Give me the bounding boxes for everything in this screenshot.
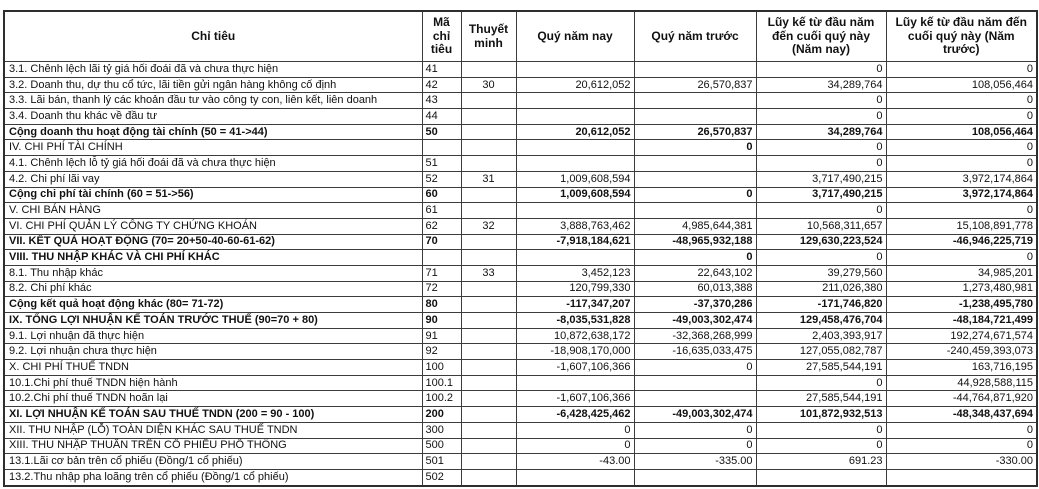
row-quarter-previous-value — [634, 171, 756, 187]
table-row — [4, 109, 1037, 125]
row-ytd-current-value: 0 — [756, 140, 886, 156]
row-ytd-previous-value: 3,972,174,864 — [886, 187, 1037, 203]
row-quarter-current-value — [516, 140, 634, 156]
row-note — [461, 344, 516, 360]
table-row — [4, 171, 1037, 187]
header-row — [4, 11, 1037, 62]
row-code: 60 — [422, 187, 461, 203]
row-label: 13.2.Thu nhập pha loãng trên cổ phiếu (Đồng/1 cổ phiếu) — [4, 469, 422, 485]
row-quarter-current-value: -18,908,170,000 — [516, 344, 634, 360]
table-row — [4, 360, 1037, 376]
row-label: VIII. THU NHẬP KHÁC VÀ CHI PHÍ KHÁC — [4, 250, 422, 266]
row-ytd-previous-value: -48,348,437,694 — [886, 407, 1037, 423]
row-ytd-current-value: 0 — [756, 250, 886, 266]
table-row — [4, 218, 1037, 234]
row-quarter-current-value: 3,452,123 — [516, 265, 634, 281]
row-code: 70 — [422, 234, 461, 250]
row-quarter-previous-value: -49,003,302,474 — [634, 407, 756, 423]
row-ytd-previous-value: 108,056,464 — [886, 77, 1037, 93]
row-note — [461, 109, 516, 125]
row-ytd-current-value: 27,585,544,191 — [756, 360, 886, 376]
table-row — [4, 265, 1037, 281]
row-note — [461, 203, 516, 219]
table-row — [4, 391, 1037, 407]
row-ytd-previous-value — [886, 469, 1037, 485]
row-quarter-current-value: 3,888,763,462 — [516, 218, 634, 234]
row-label: Cộng chi phí tài chính (60 = 51->56) — [4, 187, 422, 203]
row-note — [461, 93, 516, 109]
table-row — [4, 438, 1037, 454]
row-note — [461, 360, 516, 376]
table-row — [4, 203, 1037, 219]
header-code: Mã chỉ tiêu — [422, 11, 461, 62]
table-row — [4, 297, 1037, 313]
row-label: XII. THU NHẬP (LỖ) TOÀN DIỆN KHÁC SAU THUẾ TNDN — [4, 422, 422, 438]
row-code: 300 — [422, 422, 461, 438]
row-label: 8.1. Thu nhập khác — [4, 265, 422, 281]
row-note — [461, 250, 516, 266]
header-quarter-previous: Quý năm trước — [634, 11, 756, 62]
row-label: X. CHI PHÍ THUẾ TNDN — [4, 360, 422, 376]
header-ytd-previous: Lũy kế từ đầu năm đến cuối quý này (Năm trước) — [886, 11, 1037, 62]
row-label: V. CHI BÁN HÀNG — [4, 203, 422, 219]
row-note: 31 — [461, 171, 516, 187]
row-ytd-previous-value: 0 — [886, 140, 1037, 156]
row-ytd-current-value: 129,630,223,524 — [756, 234, 886, 250]
row-code: 62 — [422, 218, 461, 234]
row-code: 501 — [422, 454, 461, 470]
row-quarter-previous-value: -49,003,302,474 — [634, 313, 756, 329]
header-note: Thuyết minh — [461, 11, 516, 62]
row-quarter-previous-value — [634, 375, 756, 391]
row-ytd-previous-value: 15,108,891,778 — [886, 218, 1037, 234]
row-ytd-current-value: 3,717,490,215 — [756, 187, 886, 203]
row-quarter-previous-value: 0 — [634, 438, 756, 454]
row-label: Cộng doanh thu hoạt động tài chính (50 = 41->44) — [4, 124, 422, 140]
table-row — [4, 62, 1037, 78]
row-label: Cộng kết quả hoạt động khác (80= 71-72) — [4, 297, 422, 313]
header-ytd-current: Lũy kế từ đầu năm đến cuối quý này (Năm nay) — [756, 11, 886, 62]
row-ytd-current-value: 0 — [756, 438, 886, 454]
row-ytd-previous-value: -48,184,721,499 — [886, 313, 1037, 329]
table-body — [4, 62, 1037, 486]
row-ytd-current-value: 0 — [756, 203, 886, 219]
row-ytd-previous-value: 44,928,588,115 — [886, 375, 1037, 391]
row-code: 91 — [422, 328, 461, 344]
row-code: 80 — [422, 297, 461, 313]
row-quarter-current-value: 120,799,330 — [516, 281, 634, 297]
table-row — [4, 407, 1037, 423]
row-code: 500 — [422, 438, 461, 454]
row-label: 4.1. Chênh lệch lỗ tỷ giá hối đoái đã và chưa thực hiện — [4, 156, 422, 172]
row-code: 52 — [422, 171, 461, 187]
row-ytd-current-value — [756, 469, 886, 485]
table-row — [4, 140, 1037, 156]
row-quarter-previous-value: 26,570,837 — [634, 77, 756, 93]
table-row — [4, 187, 1037, 203]
row-ytd-current-value: 691.23 — [756, 454, 886, 470]
row-ytd-current-value: 2,403,393,917 — [756, 328, 886, 344]
row-quarter-previous-value: 26,570,837 — [634, 124, 756, 140]
row-ytd-previous-value: 0 — [886, 62, 1037, 78]
row-code: 92 — [422, 344, 461, 360]
row-ytd-previous-value: 0 — [886, 422, 1037, 438]
row-quarter-current-value — [516, 156, 634, 172]
table-row — [4, 344, 1037, 360]
row-ytd-current-value: 0 — [756, 93, 886, 109]
row-ytd-previous-value: -240,459,393,073 — [886, 344, 1037, 360]
row-ytd-previous-value: 0 — [886, 109, 1037, 125]
row-quarter-previous-value — [634, 469, 756, 485]
row-quarter-previous-value: -16,635,033,475 — [634, 344, 756, 360]
row-quarter-previous-value: 60,013,388 — [634, 281, 756, 297]
row-quarter-current-value — [516, 109, 634, 125]
row-label: 10.2.Chi phí thuế TNDN hoãn lại — [4, 391, 422, 407]
row-note — [461, 297, 516, 313]
row-label: 9.2. Lợi nhuận chưa thực hiện — [4, 344, 422, 360]
row-note — [461, 422, 516, 438]
row-label: 3.4. Doanh thu khác về đầu tư — [4, 109, 422, 125]
row-label: 4.2. Chi phí lãi vay — [4, 171, 422, 187]
row-quarter-current-value: -6,428,425,462 — [516, 407, 634, 423]
row-code: 42 — [422, 77, 461, 93]
row-note — [461, 454, 516, 470]
row-note — [461, 407, 516, 423]
row-ytd-previous-value: 0 — [886, 250, 1037, 266]
row-ytd-previous-value: 0 — [886, 203, 1037, 219]
row-quarter-previous-value — [634, 203, 756, 219]
header-quarter-current: Quý năm nay — [516, 11, 634, 62]
row-ytd-current-value: 34,289,764 — [756, 124, 886, 140]
row-ytd-previous-value: 192,274,671,574 — [886, 328, 1037, 344]
row-quarter-current-value: 20,612,052 — [516, 124, 634, 140]
row-note — [461, 124, 516, 140]
row-ytd-current-value: 101,872,932,513 — [756, 407, 886, 423]
row-ytd-current-value: 211,026,380 — [756, 281, 886, 297]
income-statement-table — [3, 10, 1038, 487]
row-quarter-current-value: -8,035,531,828 — [516, 313, 634, 329]
row-note: 33 — [461, 265, 516, 281]
row-quarter-current-value: -1,607,106,366 — [516, 360, 634, 376]
table-row — [4, 234, 1037, 250]
row-ytd-previous-value: 34,985,201 — [886, 265, 1037, 281]
row-ytd-current-value: 127,055,082,787 — [756, 344, 886, 360]
row-code: 90 — [422, 313, 461, 329]
row-quarter-previous-value: 0 — [634, 250, 756, 266]
row-quarter-current-value — [516, 469, 634, 485]
row-ytd-current-value: 39,279,560 — [756, 265, 886, 281]
row-quarter-current-value — [516, 250, 634, 266]
row-quarter-previous-value: -335.00 — [634, 454, 756, 470]
table-row — [4, 77, 1037, 93]
row-note — [461, 469, 516, 485]
row-ytd-current-value: 3,717,490,215 — [756, 171, 886, 187]
row-note — [461, 62, 516, 78]
row-quarter-previous-value — [634, 93, 756, 109]
row-label: 3.2. Doanh thu, dự thu cổ tức, lãi tiền gửi ngân hàng không cố định — [4, 77, 422, 93]
row-ytd-current-value: 27,585,544,191 — [756, 391, 886, 407]
row-ytd-previous-value: 108,056,464 — [886, 124, 1037, 140]
row-quarter-current-value: -117,347,207 — [516, 297, 634, 313]
row-ytd-previous-value: -330.00 — [886, 454, 1037, 470]
row-ytd-current-value: 129,458,476,704 — [756, 313, 886, 329]
row-ytd-current-value: 34,289,764 — [756, 77, 886, 93]
row-quarter-current-value: 1,009,608,594 — [516, 171, 634, 187]
row-note — [461, 281, 516, 297]
row-code: 100 — [422, 360, 461, 376]
row-label: 10.1.Chi phí thuế TNDN hiện hành — [4, 375, 422, 391]
row-label: IV. CHI PHÍ TÀI CHÍNH — [4, 140, 422, 156]
row-note — [461, 375, 516, 391]
row-note — [461, 328, 516, 344]
row-quarter-previous-value: 0 — [634, 360, 756, 376]
row-code: 100.2 — [422, 391, 461, 407]
row-code: 502 — [422, 469, 461, 485]
row-ytd-previous-value: -46,946,225,719 — [886, 234, 1037, 250]
row-quarter-current-value — [516, 203, 634, 219]
table-header — [4, 11, 1037, 62]
row-ytd-previous-value: 3,972,174,864 — [886, 171, 1037, 187]
row-code: 61 — [422, 203, 461, 219]
row-quarter-current-value: 20,612,052 — [516, 77, 634, 93]
row-quarter-previous-value: -37,370,286 — [634, 297, 756, 313]
row-quarter-current-value — [516, 93, 634, 109]
row-label: VI. CHI PHÍ QUẢN LÝ CÔNG TY CHỨNG KHOÁN — [4, 218, 422, 234]
row-quarter-previous-value: 0 — [634, 140, 756, 156]
row-ytd-previous-value: 0 — [886, 438, 1037, 454]
row-code: 43 — [422, 93, 461, 109]
row-quarter-current-value: 10,872,638,172 — [516, 328, 634, 344]
row-quarter-current-value: 0 — [516, 438, 634, 454]
row-ytd-previous-value: -1,238,495,780 — [886, 297, 1037, 313]
table-row — [4, 250, 1037, 266]
row-quarter-previous-value: -48,965,932,188 — [634, 234, 756, 250]
row-note: 32 — [461, 218, 516, 234]
row-quarter-previous-value: 22,643,102 — [634, 265, 756, 281]
row-code: 100.1 — [422, 375, 461, 391]
row-quarter-current-value — [516, 62, 634, 78]
row-quarter-current-value: 0 — [516, 422, 634, 438]
row-quarter-previous-value: 0 — [634, 422, 756, 438]
table-row — [4, 422, 1037, 438]
row-quarter-current-value: -43.00 — [516, 454, 634, 470]
row-code: 71 — [422, 265, 461, 281]
header-criteria: Chỉ tiêu — [4, 11, 422, 62]
table-row — [4, 313, 1037, 329]
row-note: 30 — [461, 77, 516, 93]
row-ytd-current-value: 10,568,311,657 — [756, 218, 886, 234]
row-label: XI. LỢI NHUẬN KẾ TOÁN SAU THUẾ TNDN (200 = 90 - 100) — [4, 407, 422, 423]
row-quarter-previous-value: 4,985,644,381 — [634, 218, 756, 234]
row-code: 44 — [422, 109, 461, 125]
row-note — [461, 187, 516, 203]
row-label: XIII. THU NHẬP THUẦN TRÊN CỔ PHIẾU PHỔ THÔNG — [4, 438, 422, 454]
row-ytd-current-value: 0 — [756, 375, 886, 391]
row-ytd-current-value: 0 — [756, 422, 886, 438]
row-code — [422, 140, 461, 156]
row-label: 9.1. Lợi nhuận đã thực hiện — [4, 328, 422, 344]
table-row — [4, 156, 1037, 172]
row-label: VII. KẾT QUẢ HOẠT ĐỘNG (70= 20+50-40-60-61-62) — [4, 234, 422, 250]
row-note — [461, 234, 516, 250]
row-ytd-current-value: 0 — [756, 109, 886, 125]
row-code: 41 — [422, 62, 461, 78]
row-label: IX. TỔNG LỢI NHUẬN KẾ TOÁN TRƯỚC THUẾ (90=70 + 80) — [4, 313, 422, 329]
row-code: 50 — [422, 124, 461, 140]
row-ytd-previous-value: 163,716,195 — [886, 360, 1037, 376]
table-row — [4, 454, 1037, 470]
table-row — [4, 281, 1037, 297]
table-row — [4, 328, 1037, 344]
table-row — [4, 124, 1037, 140]
row-quarter-current-value — [516, 375, 634, 391]
row-code: 72 — [422, 281, 461, 297]
row-code — [422, 250, 461, 266]
row-quarter-current-value: -7,918,184,621 — [516, 234, 634, 250]
row-note — [461, 140, 516, 156]
row-code: 200 — [422, 407, 461, 423]
row-ytd-previous-value: 1,273,480,981 — [886, 281, 1037, 297]
row-quarter-previous-value: -32,368,268,999 — [634, 328, 756, 344]
row-ytd-current-value: -171,746,820 — [756, 297, 886, 313]
row-code: 51 — [422, 156, 461, 172]
row-note — [461, 313, 516, 329]
row-ytd-current-value: 0 — [756, 62, 886, 78]
row-label: 13.1.Lãi cơ bản trên cổ phiếu (Đồng/1 cổ phiếu) — [4, 454, 422, 470]
row-note — [461, 391, 516, 407]
row-quarter-previous-value — [634, 156, 756, 172]
row-note — [461, 156, 516, 172]
row-quarter-previous-value — [634, 109, 756, 125]
table-row — [4, 469, 1037, 485]
row-note — [461, 438, 516, 454]
row-label: 3.1. Chênh lệch lãi tỷ giá hối đoái đã và chưa thực hiện — [4, 62, 422, 78]
row-ytd-previous-value: 0 — [886, 93, 1037, 109]
row-label: 3.3. Lãi bán, thanh lý các khoản đầu tư vào công ty con, liên kết, liên doanh — [4, 93, 422, 109]
row-ytd-previous-value: 0 — [886, 156, 1037, 172]
row-quarter-current-value: 1,009,608,594 — [516, 187, 634, 203]
row-ytd-previous-value: -44,764,871,920 — [886, 391, 1037, 407]
table-row — [4, 93, 1037, 109]
table-row — [4, 375, 1037, 391]
row-quarter-current-value: -1,607,106,366 — [516, 391, 634, 407]
row-quarter-previous-value: 0 — [634, 187, 756, 203]
row-quarter-previous-value — [634, 62, 756, 78]
row-ytd-current-value: 0 — [756, 156, 886, 172]
row-quarter-previous-value — [634, 391, 756, 407]
row-label: 8.2. Chi phí khác — [4, 281, 422, 297]
